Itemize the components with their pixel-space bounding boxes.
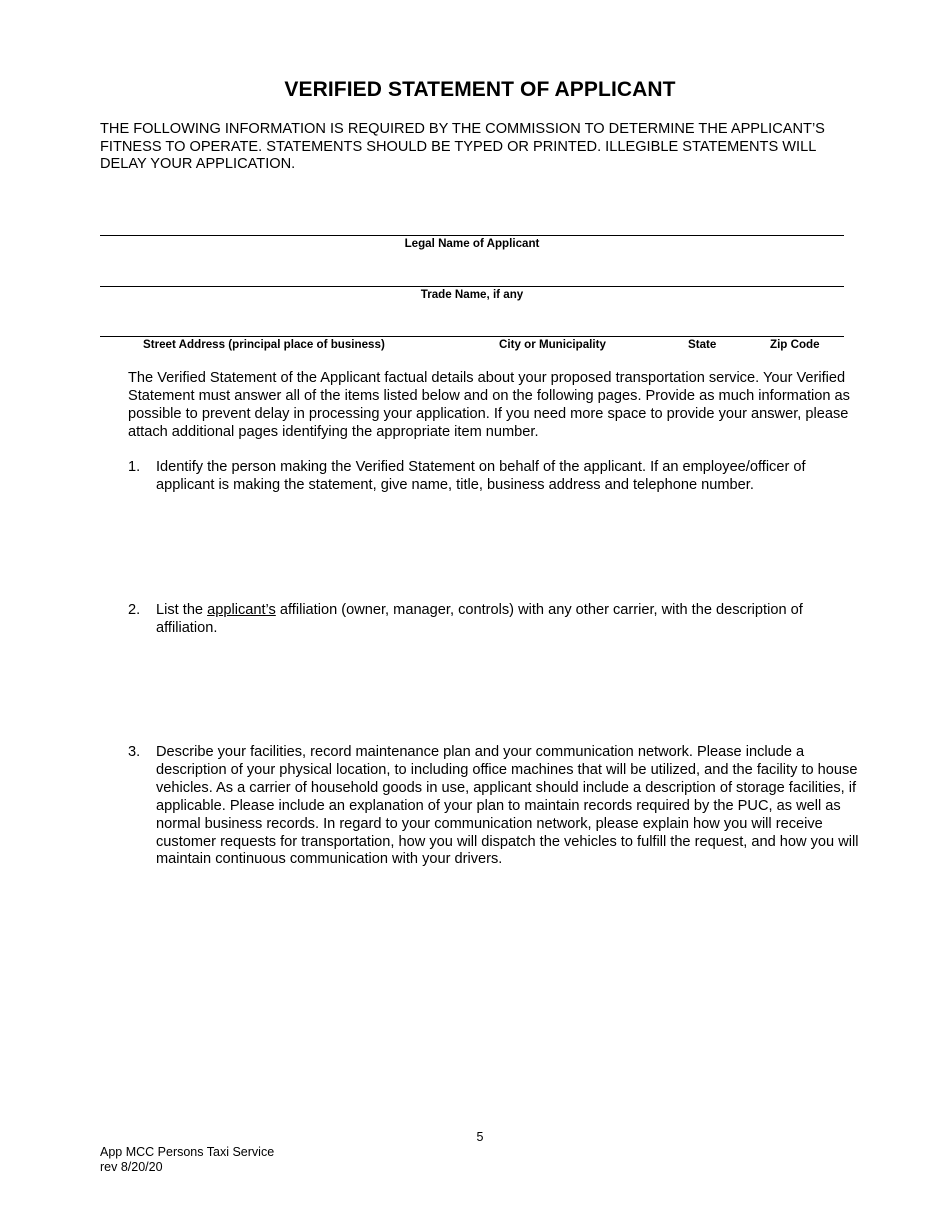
footer-form-name: App MCC Persons Taxi Service bbox=[100, 1145, 275, 1159]
intro-notice: THE FOLLOWING INFORMATION IS REQUIRED BY THE COMMISSION TO DETERMINE THE APPLICANT’S FITNESS TO OPERATE. STATEMENTS SHOULD BE TYPED OR PRINTED. ILLEGIBLE STATEMENTS WILL DELAY YOUR APPLICATION. bbox=[100, 121, 825, 173]
instructions-paragraph: The Verified Statement of the Applicant factual details about your proposed transportation service. Your Verified Statement must answer all of the items listed below and on the following pages. Provide as much information as possible to prevent delay in processing your application. If you need more space to provide your answer, please attach additional pages identifying the appropriate item number. bbox=[128, 370, 850, 440]
question-text: Identify the person making the Verified Statement on behalf of the applicant. If an employee/officer of applicant is making the statement, give name, title, business address and telephone number. bbox=[156, 459, 806, 493]
address-line[interactable] bbox=[100, 336, 844, 337]
trade-name-line[interactable] bbox=[100, 286, 844, 287]
question-text: Describe your facilities, record maintenance plan and your communication network. Please include a description of your physical location, to including office machines that will be utilized, and the facility to house vehicles. As a carrier of household goods in use, applicant should include a description of storage facilities, if applicable. Please include an explanation of your plan to maintain records required by the PUC, as well as normal business records. In regard to your communication network, please explain how you will receive customer requests for transportation, how you will dispatch the vehicles to fulfill the request, and how you will maintain continuous communication with your drivers. bbox=[156, 744, 859, 868]
page-number: 5 bbox=[476, 1130, 484, 1144]
question-number: 3. bbox=[128, 744, 141, 760]
street-address-label: Street Address (principal place of business) bbox=[143, 338, 385, 351]
question-3 bbox=[128, 744, 868, 869]
question-2 bbox=[128, 602, 868, 638]
question-1 bbox=[128, 459, 868, 495]
question-number: 2. bbox=[128, 602, 141, 618]
underlined-word: applicant’s bbox=[207, 602, 276, 618]
city-label: City or Municipality bbox=[499, 338, 606, 351]
state-label: State bbox=[688, 338, 717, 351]
trade-name-label: Trade Name, if any bbox=[420, 288, 524, 301]
question-text-part: List the bbox=[156, 602, 208, 618]
question-number: 1. bbox=[128, 459, 141, 475]
legal-name-label: Legal Name of Applicant bbox=[404, 237, 540, 250]
question-text bbox=[156, 602, 868, 638]
question-text-part: affiliation (owner, manager, controls) with any other carrier, with the description of affiliation. bbox=[156, 602, 803, 636]
zip-code-label: Zip Code bbox=[770, 338, 820, 351]
legal-name-line[interactable] bbox=[100, 235, 844, 236]
footer bbox=[100, 1145, 274, 1174]
page-title: VERIFIED STATEMENT OF APPLICANT bbox=[284, 78, 676, 101]
footer-revision: rev 8/20/20 bbox=[100, 1159, 163, 1174]
